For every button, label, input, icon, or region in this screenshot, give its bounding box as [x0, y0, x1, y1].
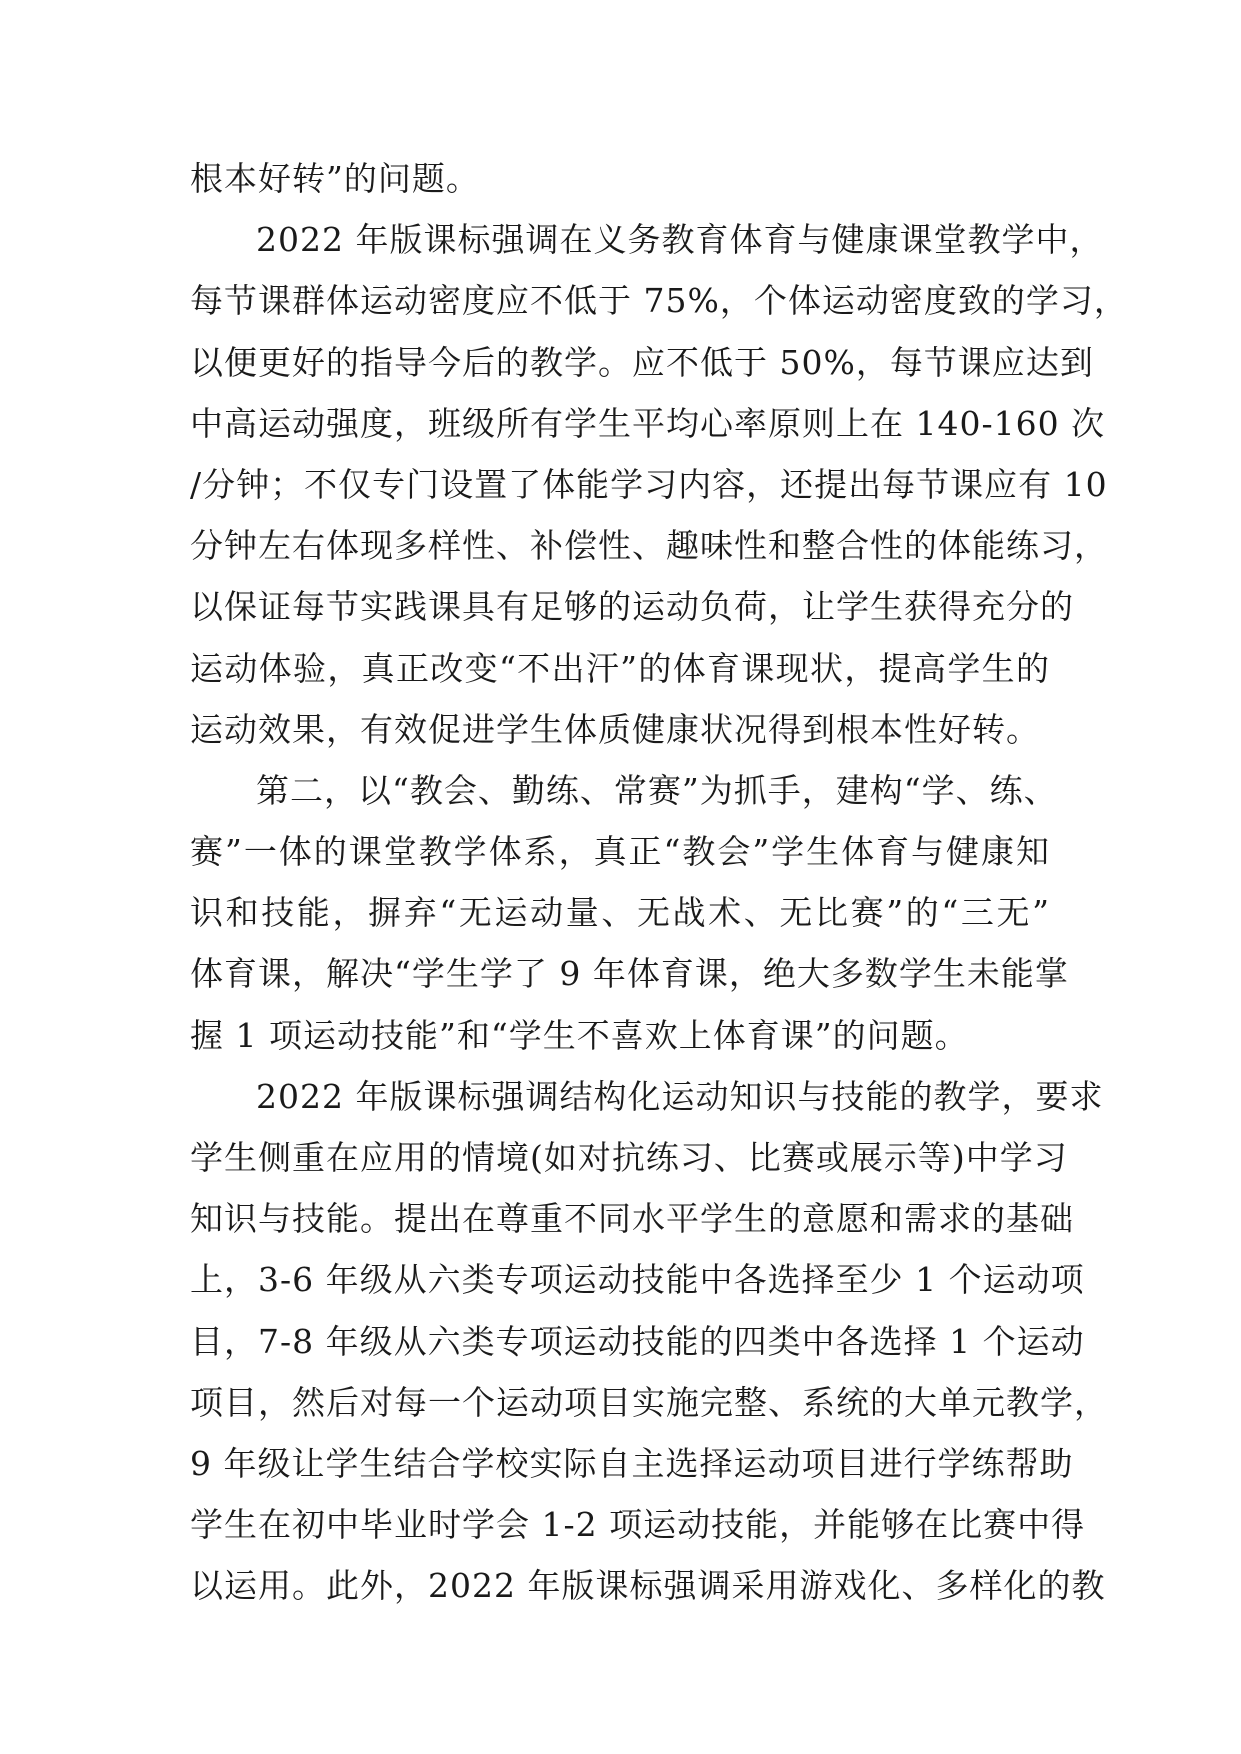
text-line: 中高运动强度，班级所有学生平均心率原则上在 140-160 次: [190, 403, 1106, 443]
text-line: 每节课群体运动密度应不低于 75%，个体运动密度致的学习，: [190, 281, 1128, 321]
text-line: 体育课，解决“学生学了 9 年体育课，绝大多数学生未能掌: [190, 954, 1069, 994]
document-body: [190, 148, 1128, 1617]
text-line: 握 1 项运动技能”和“学生不喜欢上体育课”的问题。: [190, 1015, 969, 1055]
text-line: 目，7-8 年级从六类专项运动技能的四类中各选择 1 个运动: [190, 1321, 1085, 1361]
text-line: 学生在初中毕业时学会 1-2 项运动技能，并能够在比赛中得: [190, 1505, 1086, 1545]
text-line: 以保证每节实践课具有足够的运动负荷，让学生获得充分的: [190, 587, 1074, 627]
text-line: 赛”一体的课堂教学体系，真正“教会”学生体育与健康知: [190, 832, 1050, 872]
text-line: 运动体验，真正改变“不出汗”的体育课现状，提高学生的: [190, 648, 1050, 688]
text-line: 学生侧重在应用的情境(如对抗练习、比赛或展示等)中学习: [190, 1138, 1068, 1177]
text-line: 上，3-6 年级从六类专项运动技能中各选择至少 1 个运动项: [190, 1260, 1085, 1300]
text-line: 项目，然后对每一个运动项目实施完整、系统的大单元教学，: [190, 1382, 1108, 1422]
text-line: 识和技能，摒弃“无运动量、无战术、无比赛”的“三无”: [190, 893, 1050, 933]
paragraph-first-line: 2022 年版课标强调在义务教育体育与健康课堂教学中，: [256, 220, 1104, 260]
text-line: /分钟；不仅专门设置了体能学习内容，还提出每节课应有 10: [190, 464, 1108, 504]
paragraph-first-line: 第二，以“教会、勤练、常赛”为抓手，建构“学、练、: [256, 770, 1058, 810]
text-line: 9 年级让学生结合学校实际自主选择运动项目进行学练帮助: [190, 1443, 1074, 1483]
text-line: 以运用。此外，2022 年版课标强调采用游戏化、多样化的教: [190, 1566, 1106, 1606]
text-line: 以便更好的指导今后的教学。应不低于 50%，每节课应达到: [190, 342, 1094, 382]
text-line: 运动效果，有效促进学生体质健康状况得到根本性好转。: [190, 709, 1040, 749]
text-line: 分钟左右体现多样性、补偿性、趣味性和整合性的体能练习，: [190, 526, 1108, 566]
paragraph-first-line: 2022 年版课标强调结构化运动知识与技能的教学，要求: [256, 1076, 1104, 1116]
text-line: 知识与技能。提出在尊重不同水平学生的意愿和需求的基础: [190, 1199, 1074, 1239]
text-line: 根本好转”的问题。: [190, 159, 480, 198]
